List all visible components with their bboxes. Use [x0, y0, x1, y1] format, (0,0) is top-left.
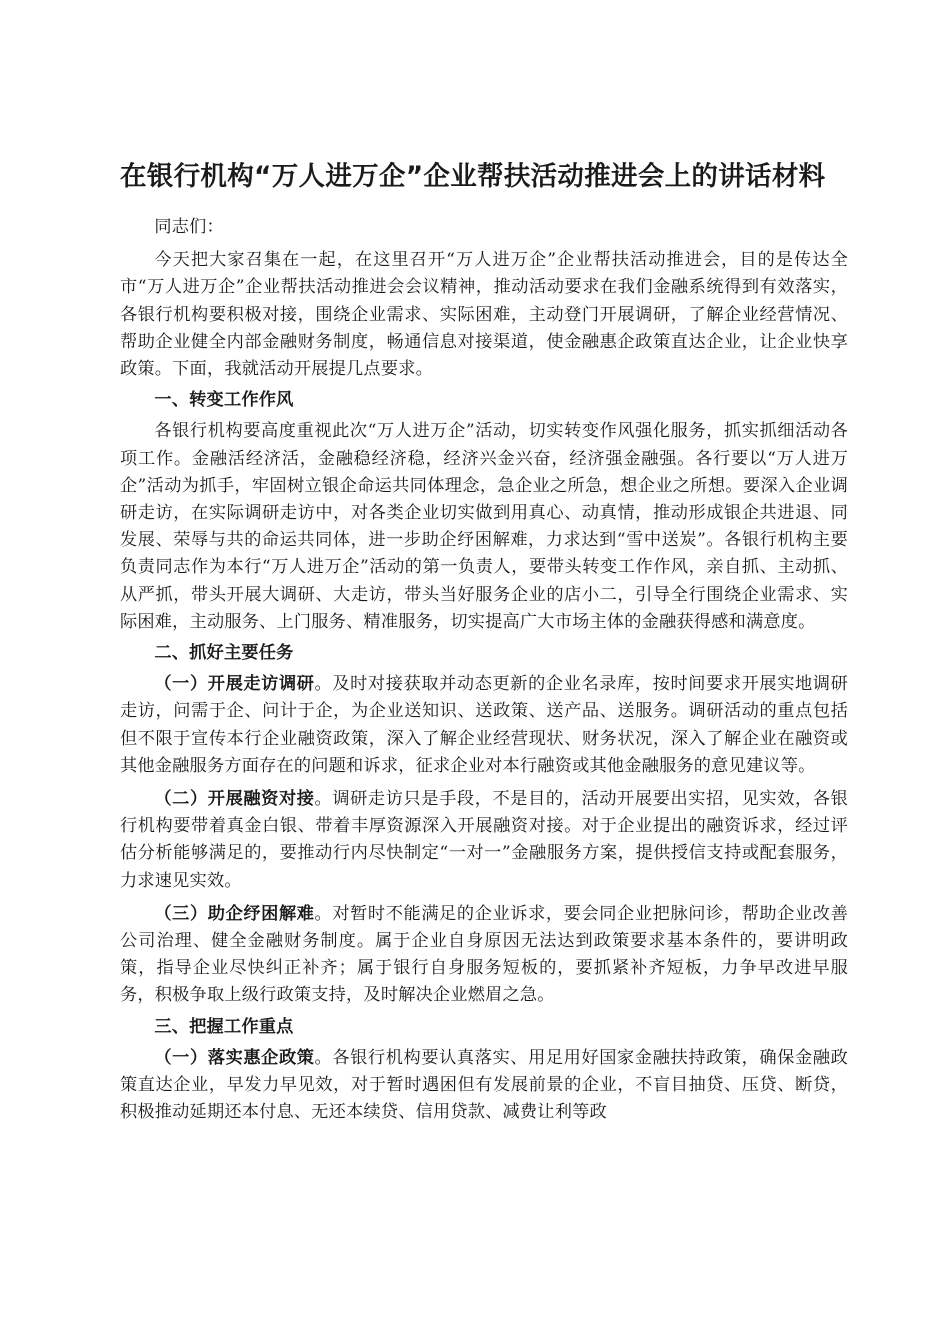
- section-3-item-1: [120, 1045, 848, 1127]
- section-1-paragraph: 各银行机构要高度重视此次“万人进万企”活动，切实转变作风强化服务，抓实抓细活动各项工作。金融活经济活，金融稳经济稳，经济兴金兴奋，经济强金融强。各行要以“万人进万企”活动为抓手，牢固树立银企命运共同体理念，急企业之所急，想企业之所想。要深入企业调研走访，在实际调研走访中，对各类企业切实做到用真心、动真情，推动形成银企共进退、同发展、荣辱与共的命运共同体，进一步助企纾困解难，力求达到“雪中送炭”。各银行机构主要负责同志作为本行“万人进万企”活动的第一负责人，要带头转变工作作风，亲自抓、主动抓、从严抓，带头开展大调研、大走访，带头当好服务企业的店小二，引导全行围绕企业需求、实际困难，主动服务、上门服务、精准服务，切实提高广大市场主体的金融获得感和满意度。: [120, 421, 848, 632]
- section-2-item-2: [120, 786, 848, 895]
- greeting: 同志们：: [154, 217, 224, 237]
- section-2-item-1-lead: （一）开展走访调研: [154, 674, 315, 695]
- section-2-item-1: [120, 671, 848, 780]
- intro-paragraph: 今天把大家召集在一起，在这里召开“万人进万企”企业帮扶活动推进会，目的是传达全市“万人进万企”企业帮扶活动推进会会议精神，推动活动要求在我们金融系统得到有效落实，各银行机构要积极对接，围绕企业需求、实际困难，主动登门开展调研，了解企业经营情况、帮助企业健全内部金融财务制度，畅通信息对接渠道，使金融惠企政策直达企业，让企业快享政策。下面，我就活动开展提几点要求。: [120, 250, 848, 380]
- section-2-item-3-lead: （三）助企纾困解难: [154, 903, 315, 924]
- section-3-heading: 三、把握工作重点: [154, 1016, 294, 1037]
- section-2-item-3: [120, 901, 848, 1010]
- section-2-item-1-text: 。及时对接获取并动态更新的企业名录库，按时间要求开展实地调研走访，问需于企、问计于企，为企业送知识、送政策、送产品、送服务。调研活动的重点包括但不限于宣传本行企业融资政策，深入了解企业经营现状、财务状况，深入了解企业在融资或其他金融服务方面存在的问题和诉求，征求企业对本行融资或其他金融服务的意见建议等。: [120, 674, 848, 776]
- document-title: 在银行机构“万人进万企”企业帮扶活动推进会上的讲话材料: [120, 161, 826, 192]
- section-2-item-3-text: 。对暂时不能满足的企业诉求，要会同企业把脉问诊，帮助企业改善公司治理、健全金融财务制度。属于企业自身原因无法达到政策要求基本条件的，要讲明政策，指导企业尽快纠正补齐；属于银行自身服务短板的，要抓紧补齐短板，力争早改进早服务，积极争取上级行政策支持，及时解决企业燃眉之急。: [120, 903, 848, 1006]
- section-3-item-1-lead: （一）落实惠企政策: [154, 1047, 315, 1068]
- section-1-heading: 一、转变工作作风: [154, 390, 294, 411]
- section-2-heading: 二、抓好主要任务: [154, 643, 294, 664]
- document-page: [120, 150, 848, 1127]
- section-2-item-2-lead: （二）开展融资对接: [154, 789, 315, 810]
- section-3-item-1-text: 。各银行机构要认真落实、用足用好国家金融扶持政策，确保金融政策直达企业，早发力早见效，对于暂时遇困但有发展前景的企业，不盲目抽贷、压贷、断贷，积极推动延期还本付息、无还本续贷、信用贷款、减费让利等政: [120, 1047, 848, 1123]
- section-2-item-2-text: 。调研走访只是手段，不是目的，活动开展要出实招，见实效，各银行机构要带着真金白银、带着丰厚资源深入开展融资对接。对于企业提出的融资诉求，经过评估分析能够满足的，要推动行内尽快制定“一对一”金融服务方案，提供授信支持或配套服务，力求速见实效。: [120, 789, 848, 891]
